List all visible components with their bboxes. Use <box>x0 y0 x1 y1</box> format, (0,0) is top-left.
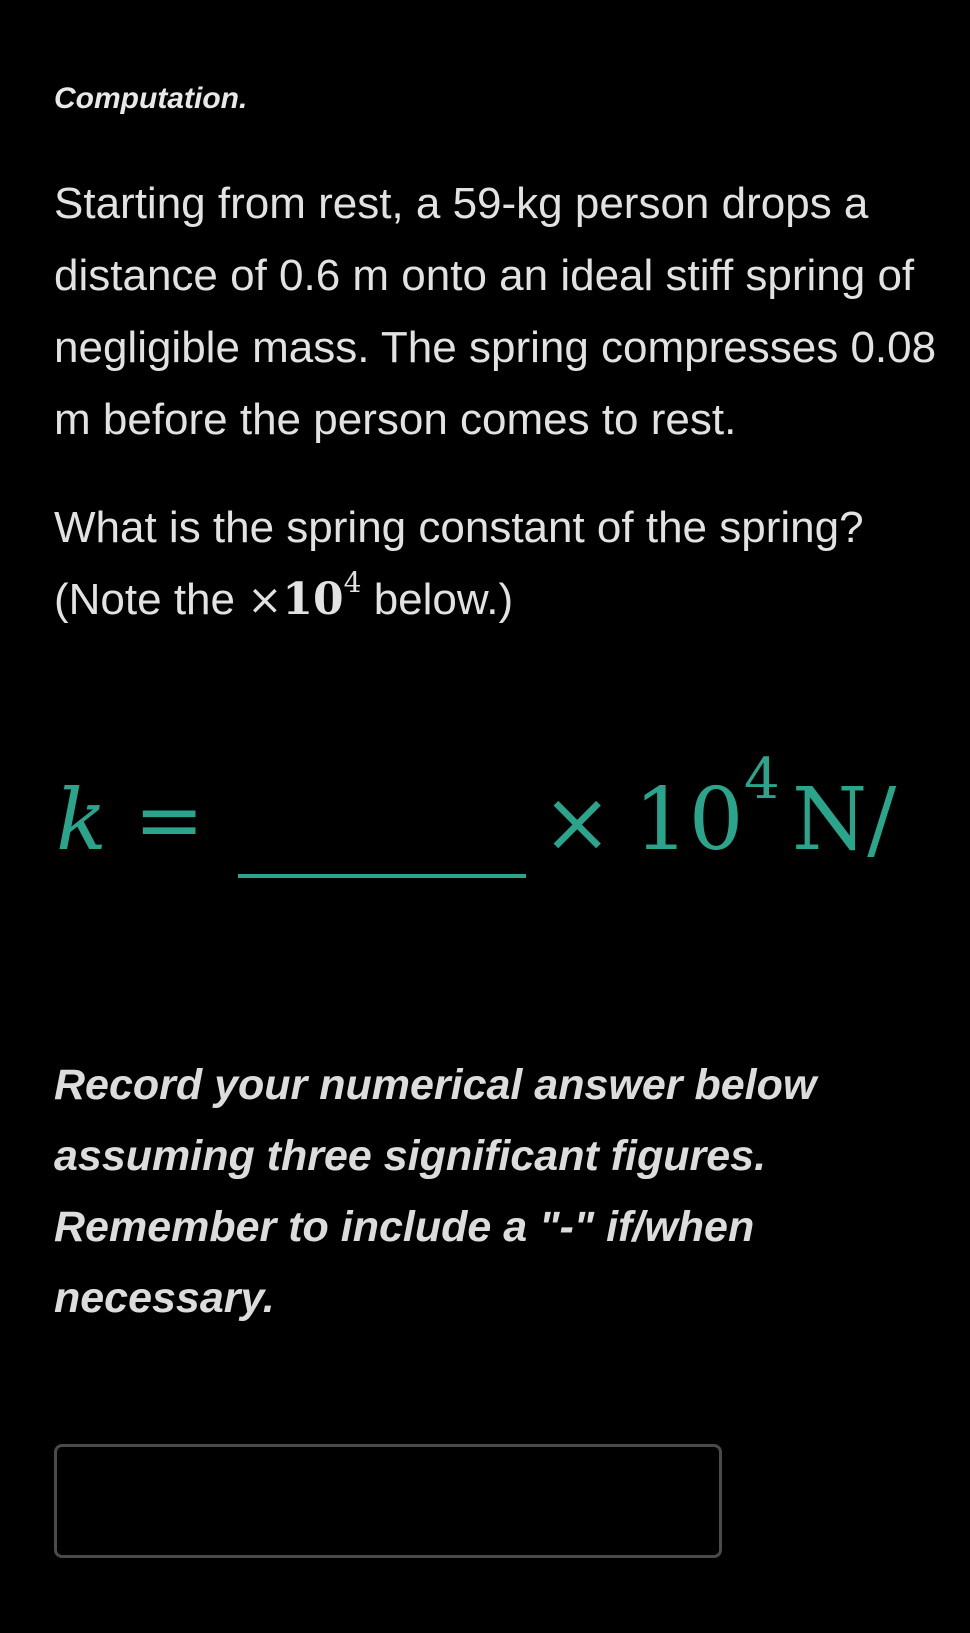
equation-times-symbol: × <box>542 773 613 871</box>
equation-power-exponent: 4 <box>744 747 780 812</box>
power-exponent: 4 <box>343 566 362 599</box>
times-symbol: × <box>247 575 283 624</box>
equation-power-base: 10 <box>634 770 744 870</box>
problem-statement: Starting from rest, a 59-kg person drops a distance of 0.6 m onto an ideal stiff spring of negligible mass. The spring compresses 0.08 m before the person comes to rest. <box>54 179 937 444</box>
equation-unit: N/ <box>792 770 897 870</box>
equation-variable: k <box>56 771 107 869</box>
answer-equation <box>54 747 970 890</box>
section-heading: Computation. <box>54 82 248 115</box>
answer-input[interactable] <box>54 1444 722 1558</box>
answer-blank-line <box>238 874 526 878</box>
question-prefix: What is the spring constant of the spring? (Note the <box>54 503 864 624</box>
equals-sign: = <box>134 771 205 869</box>
answer-instructions: Record your numerical answer below assuming three significant figures. Remember to include a "-" if/when necessary. <box>54 1061 817 1322</box>
question-suffix: below.) <box>361 575 514 624</box>
scale-notation <box>247 566 362 625</box>
power-base: 10 <box>282 574 344 625</box>
question-text <box>54 492 954 636</box>
